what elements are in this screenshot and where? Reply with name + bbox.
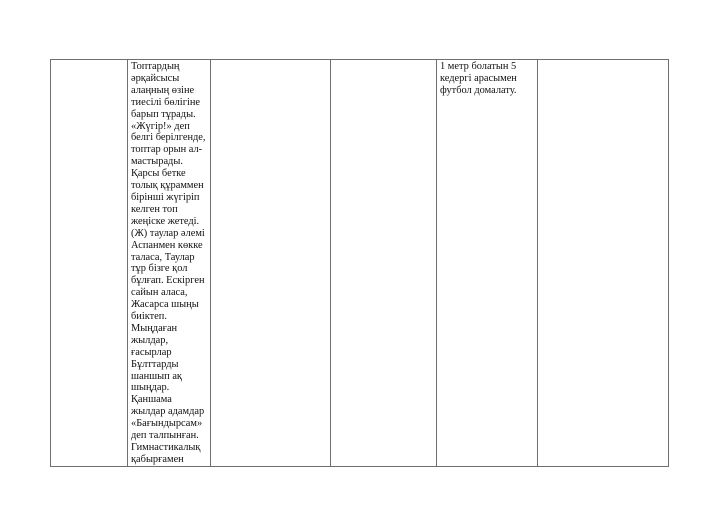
- text-line: шыңдар.: [131, 382, 170, 394]
- text-line: футбол домалату.: [440, 84, 517, 96]
- text-line: бірінші жүгіріп: [131, 191, 200, 203]
- text-line: барып тұрады.: [131, 108, 196, 120]
- text-line: (Ж) таулар әлемі: [131, 227, 205, 239]
- text-line: тиесілі бөлігіне: [131, 96, 201, 108]
- table-cell-col6: [538, 60, 669, 467]
- text-line: биіктеп.: [131, 311, 167, 323]
- text-line: Қаншама: [131, 394, 172, 406]
- text-line: Жасарса шыңы: [131, 299, 199, 311]
- text-line: сайын аласа,: [131, 287, 188, 299]
- text-line: деп талпынған.: [131, 430, 199, 442]
- lesson-plan-table: [50, 59, 669, 467]
- text-line: топтар орын ал-: [131, 144, 203, 156]
- text-line: мастырады.: [131, 156, 183, 168]
- table-cell-col5: [437, 60, 538, 467]
- text-line: бұлғап. Ескірген: [131, 275, 205, 287]
- text-line: «Жүгір!» деп: [131, 120, 190, 132]
- text-line: Топтардың: [131, 61, 180, 72]
- text-line: қабырғамен: [131, 453, 184, 465]
- table-cell-col1: [51, 60, 128, 467]
- text-line: жылдар,: [131, 334, 169, 346]
- text-line: толық құраммен: [131, 180, 204, 192]
- text-line: «Бағындырсам»: [131, 418, 203, 430]
- text-line: Гимнастикалық: [131, 442, 201, 453]
- text-line: жылдар адамдар: [131, 406, 205, 418]
- text-line: кедергі арасымен: [440, 72, 517, 84]
- exercise-text: [437, 60, 537, 97]
- text-line: шаншып ақ: [131, 370, 182, 382]
- text-line: жеңіске жетеді.: [131, 215, 200, 227]
- text-line: Бұлттарды: [131, 358, 179, 370]
- text-line: Аспанмен көкке: [131, 239, 203, 251]
- text-line: Мыңдаған: [131, 322, 178, 334]
- text-line: тұр бізге қол: [131, 263, 188, 275]
- text-line: әрқайсысы: [131, 72, 180, 84]
- text-line: алаңның өзіне: [131, 84, 195, 96]
- text-line: 1 метр болатын 5: [440, 61, 517, 72]
- table-row: [51, 60, 669, 467]
- text-line: таласа, Таулар: [131, 251, 195, 263]
- table-cell-col2: [128, 60, 211, 467]
- text-line: Қарсы бетке: [131, 168, 186, 180]
- text-line: келген топ: [131, 203, 178, 215]
- text-line: ғасырлар: [131, 346, 172, 358]
- table-cell-col4: [331, 60, 437, 467]
- table-cell-col3: [211, 60, 331, 467]
- text-line: белгі берілгенде,: [131, 132, 206, 144]
- game-description-text: [128, 60, 210, 466]
